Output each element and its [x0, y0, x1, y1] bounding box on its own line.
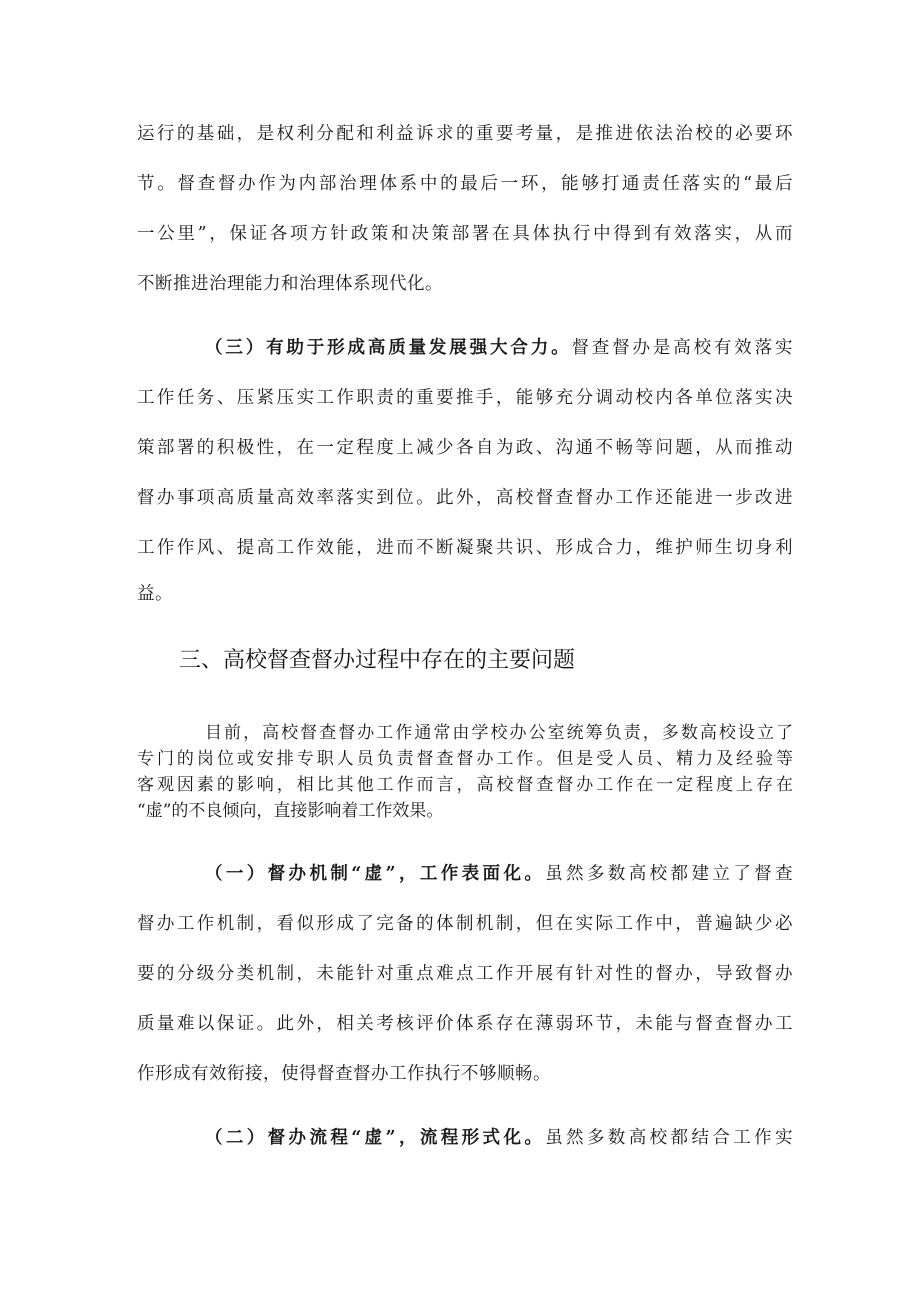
paragraph-line: “虚”的不良倾向，直接影响着工作效果。 — [137, 801, 444, 821]
paragraph-line: 客观因素的影响，相比其他工作而言，高校督查督办工作在一定程度上存在 — [137, 775, 793, 795]
paragraph-line: 督办工作机制，看似形成了完备的体制机制，但在实际工作中，普遍缺少必 — [137, 914, 793, 934]
subheading-point-3: （三）有助于形成高质量发展强大合力。 — [205, 338, 572, 358]
paragraph-first-line — [205, 860, 793, 885]
paragraph-line: 益。 — [137, 584, 173, 604]
paragraph-text: 督查督办是高校有效落实 — [571, 338, 794, 358]
section-heading: 三、高校督查督办过程中存在的主要问题 — [179, 648, 576, 673]
paragraph-line: 工作作风、提高工作效能，进而不断凝聚共识、形成合力，维护师生切身利 — [137, 538, 793, 558]
paragraph-line: 要的分级分类机制，未能针对重点难点工作开展有针对性的督办，导致督办 — [137, 964, 793, 984]
paragraph-line: 不断推进治理能力和治理体系现代化。 — [137, 274, 443, 294]
paragraph-line: 一公里”，保证各项方针政策和决策部署在具体执行中得到有效落实，从而 — [137, 224, 793, 244]
paragraph-first-line — [205, 334, 793, 359]
paragraph-line: 工作任务、压紧压实工作职责的重要推手，能够充分调动校内各单位落实决 — [137, 388, 793, 408]
subheading-problem-2: （二）督办流程“虚”，流程形式化。 — [205, 1128, 546, 1148]
paragraph-text: 虽然多数高校都结合工作实 — [545, 1128, 793, 1148]
subheading-problem-1: （一）督办机制“虚”，工作表面化。 — [205, 864, 546, 884]
paragraph-first-line — [205, 1124, 793, 1149]
paragraph-line: 作形成有效衔接，使得督查督办工作执行不够顺畅。 — [137, 1064, 551, 1084]
paragraph-text: 虽然多数高校都建立了督查 — [545, 864, 793, 884]
paragraph-line: 专门的岗位或安排专职人员负责督查督办工作。但是受人员、精力及经验等 — [137, 749, 793, 769]
paragraph-line: 运行的基础，是权利分配和利益诉求的重要考量，是推进依法治校的必要环 — [137, 124, 793, 144]
paragraph-line: 督办事项高质量高效率落实到位。此外，高校督查督办工作还能进一步改进 — [137, 488, 793, 508]
paragraph-line: 节。督查督办作为内部治理体系中的最后一环，能够打通责任落实的“最后 — [137, 174, 793, 194]
paragraph-line: 策部署的积极性，在一定程度上减少各自为政、沟通不畅等问题，从而推动 — [137, 438, 793, 458]
paragraph-first-line: 目前，高校督查督办工作通常由学校办公室统筹负责，多数高校设立了 — [205, 723, 793, 743]
paragraph-line: 质量难以保证。此外，相关考核评价体系存在薄弱环节，未能与督查督办工 — [137, 1014, 793, 1034]
